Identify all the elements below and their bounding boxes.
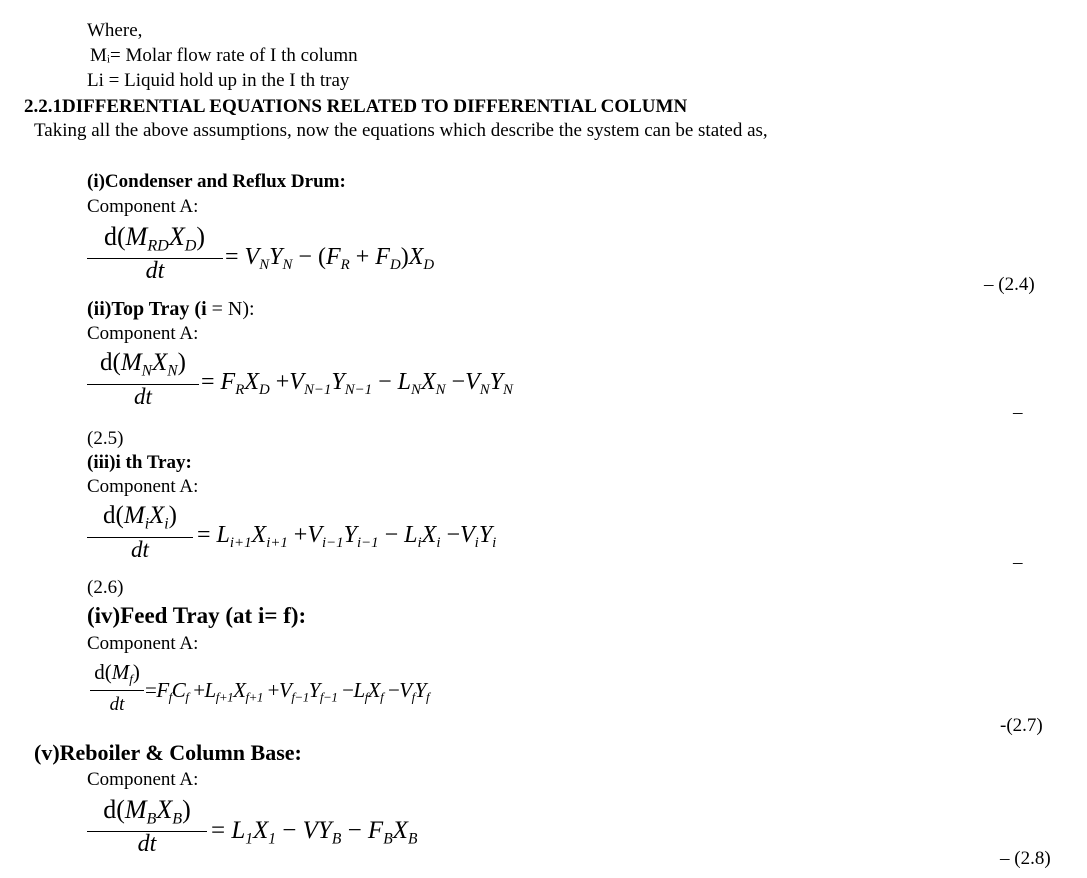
component-label: Component A: bbox=[87, 769, 199, 790]
component-label: Component A: bbox=[87, 196, 199, 217]
heading-reboiler: (v)Reboiler & Column Base: bbox=[34, 740, 302, 765]
equation-2-5: $d(M_NX_N)$ dt = $F_RX_D +V_{N-1}Y_{N-1} - L_NX_N -V_NY_N$ bbox=[87, 349, 557, 419]
heading-top-tray bbox=[87, 298, 255, 320]
heading-top-tray-bold: (ii)Top Tray (i bbox=[87, 298, 207, 320]
equation-2-4: $d(M_{RD}X_D)$ dt = $V_NY_N - (F_R + F_D)X_D$ bbox=[87, 222, 507, 292]
heading-feed-tray: (iv)Feed Tray (at i= f): bbox=[87, 603, 307, 628]
component-label: Component A: bbox=[87, 633, 199, 654]
equation-number-2-7: -(2.7) bbox=[1000, 715, 1043, 736]
component-label: Component A: bbox=[87, 323, 199, 344]
equation-2-7: $d(M_f)$ dt $=F_fC_f +L_{f+1}X_{f+1} +V_{f-1}Y_{f-1} -L_fX_f -V_fY_f$ bbox=[90, 660, 490, 732]
equation-number-2-4: – (2.4) bbox=[984, 274, 1035, 295]
heading-top-tray-rest: = N): bbox=[206, 298, 255, 320]
section-heading: 2.2.1DIFFERENTIAL EQUATIONS RELATED TO DIFFERENTIAL COLUMN bbox=[24, 96, 688, 117]
equation-number-dash: – bbox=[1013, 552, 1023, 573]
heading-condenser: (i)Condenser and Reflux Drum: bbox=[87, 171, 346, 192]
heading-ith-tray: (iii)i th Tray: bbox=[87, 452, 192, 473]
where-label: Where, bbox=[87, 20, 143, 41]
equation-2-6: $d(M_iX_i)$ dt = $L_{i+1}X_{i+1} +V_{i-1}Y_{i-1} - L_iX_i -V_iY_i$ bbox=[87, 502, 557, 572]
equation-number-2-5: (2.5) bbox=[87, 428, 124, 449]
equation-number-dash: – bbox=[1013, 402, 1023, 423]
definition-molar-flow: Mᵢ= Molar flow rate of I th column bbox=[90, 45, 358, 66]
definition-liquid-holdup: Li = Liquid hold up in the I th tray bbox=[87, 70, 350, 91]
section-lead-text: Taking all the above assumptions, now the equations which describe the system can be stated as, bbox=[34, 120, 768, 141]
equation-2-8: $d(M_BX_B)$ dt = $L_1X_1 - VY_B - F_BX_B$ bbox=[87, 795, 487, 867]
component-label: Component A: bbox=[87, 476, 199, 497]
equation-number-2-6: (2.6) bbox=[87, 577, 124, 598]
equation-number-2-8: – (2.8) bbox=[1000, 848, 1051, 869]
